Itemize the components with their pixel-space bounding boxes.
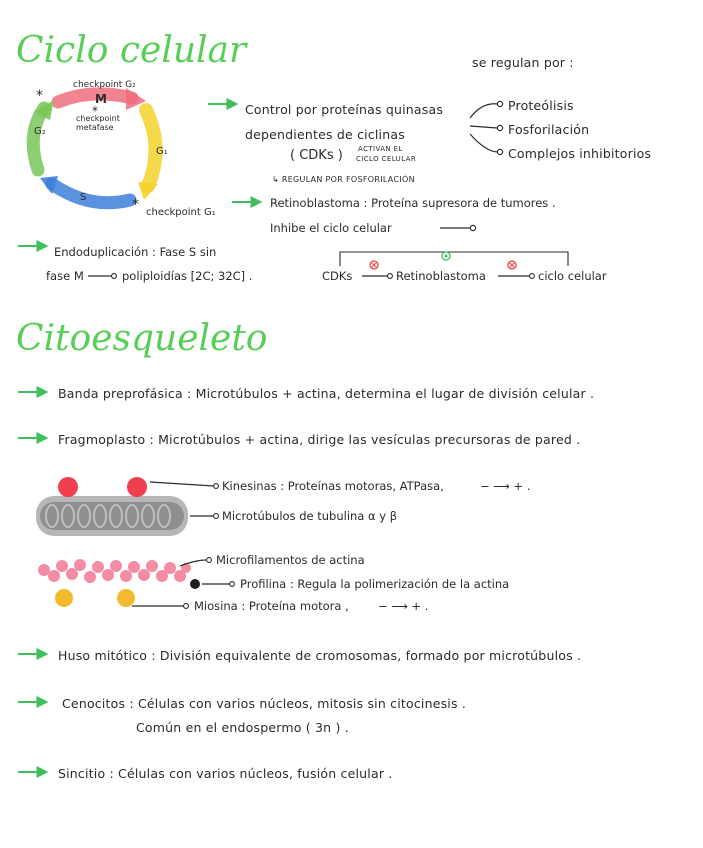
g2-phase-arc — [33, 108, 44, 170]
inhibe-arrow-head — [470, 225, 475, 230]
flow-cdks: CDKs — [322, 269, 353, 283]
banda-preprofasica: Banda preprofásica : Microtúbulos + actina, determina el lugar de división celular . — [58, 386, 595, 401]
branch-proteolisis — [470, 104, 498, 118]
activan-el: ACTIVAN EL — [358, 145, 403, 153]
control-line-1: Control por proteínas quinasas — [245, 102, 444, 117]
label-g1-phase: G₁ — [156, 146, 168, 157]
retinoblastoma-line-1: Retinoblastoma : Proteína supresora de tumores . — [270, 196, 556, 210]
myosin-head-1 — [55, 589, 73, 607]
kinesin-motor-2 — [127, 477, 147, 497]
label-m-phase: M — [95, 92, 107, 106]
huso-mitotico: Huso mitótico : División equivalente de cromosomas, formado por microtúbulos . — [58, 648, 582, 663]
miosina-direction: − ⟶ + . — [378, 599, 429, 613]
endoduplicacion-line-3: poliploidías [2C; 32C] . — [122, 269, 253, 283]
section-title-ciclo-celular: Ciclo celular — [16, 30, 247, 71]
section-title-citoesqueleto: Citoesqueleto — [16, 318, 268, 359]
control-line-2: dependientes de ciclinas — [245, 127, 405, 142]
star-mark-g1: * — [132, 197, 139, 213]
flow-ciclo-celular: ciclo celular — [538, 269, 607, 283]
label-g2-phase: G₂ — [34, 126, 46, 137]
retinoblastoma-line-2: Inhibe el ciclo celular — [270, 221, 392, 235]
cdks-label: ( CDKs ) — [290, 148, 343, 163]
microtubule-drawing — [36, 496, 188, 536]
label-checkpoint-g2: checkpoint G₂ — [73, 80, 136, 90]
actin-filament-drawing — [38, 559, 191, 583]
flow-bracket — [340, 252, 568, 266]
ciclo-celular-small: CICLO CELULAR — [356, 155, 417, 163]
profilin-dot — [190, 579, 200, 589]
microfilamentos-label: Microfilamentos de actina — [216, 553, 365, 567]
reg-item-complejos: Complejos inhibitorios — [508, 146, 652, 161]
endoduplicacion-line-2: fase M — [46, 269, 84, 283]
label-checkpoint-g1: checkpoint G₁ — [146, 207, 216, 218]
se-regulan-por: se regulan por : — [472, 55, 574, 70]
flow-retinoblastoma: Retinoblastoma — [396, 269, 486, 283]
reg-item-proteolisis: Proteólisis — [508, 98, 574, 113]
myosin-head-2 — [117, 589, 135, 607]
branch-fosforilacion — [470, 126, 497, 128]
cenocitos-line-1: Cenocitos : Células con varios núcleos, mitosis sin citocinesis . — [62, 696, 467, 711]
microtubulos-label: Microtúbulos de tubulina α y β — [222, 509, 398, 523]
label-checkpoint-metafase: checkpoint metafase — [76, 114, 120, 132]
kinesinas-direction: − ⟶ + . — [480, 479, 531, 493]
label-s-phase: S — [80, 192, 87, 203]
s-phase-arc — [52, 184, 130, 203]
regulan-por-fosforilacion: ↳ REGULAN POR FOSFORILACIÓN — [272, 175, 415, 184]
miosina-label: Miosina : Proteína motora , — [194, 599, 349, 613]
g1-phase-arc — [146, 110, 156, 186]
fragmoplasto: Fragmoplasto : Microtúbulos + actina, dirige las vesículas precursoras de pared . — [58, 432, 581, 447]
cenocitos-line-2: Común en el endospermo ( 3n ) . — [136, 720, 349, 735]
endoduplicacion-line-1: Endoduplicación : Fase S sin — [54, 245, 217, 259]
branch-complejos — [470, 134, 498, 152]
kinesin-motor-1 — [58, 477, 78, 497]
reg-item-fosforilacion: Fosforilación — [508, 122, 590, 137]
profilina-label: Profilina : Regula la polimerización de la actina — [240, 577, 510, 591]
sincitio: Sincitio : Células con varios núcleos, fusión celular . — [58, 766, 393, 781]
star-mark-metafase: * — [92, 104, 98, 118]
star-mark-g2: * — [36, 88, 43, 104]
kinesinas-label: Kinesinas : Proteínas motoras, ATPasa, — [222, 479, 444, 493]
